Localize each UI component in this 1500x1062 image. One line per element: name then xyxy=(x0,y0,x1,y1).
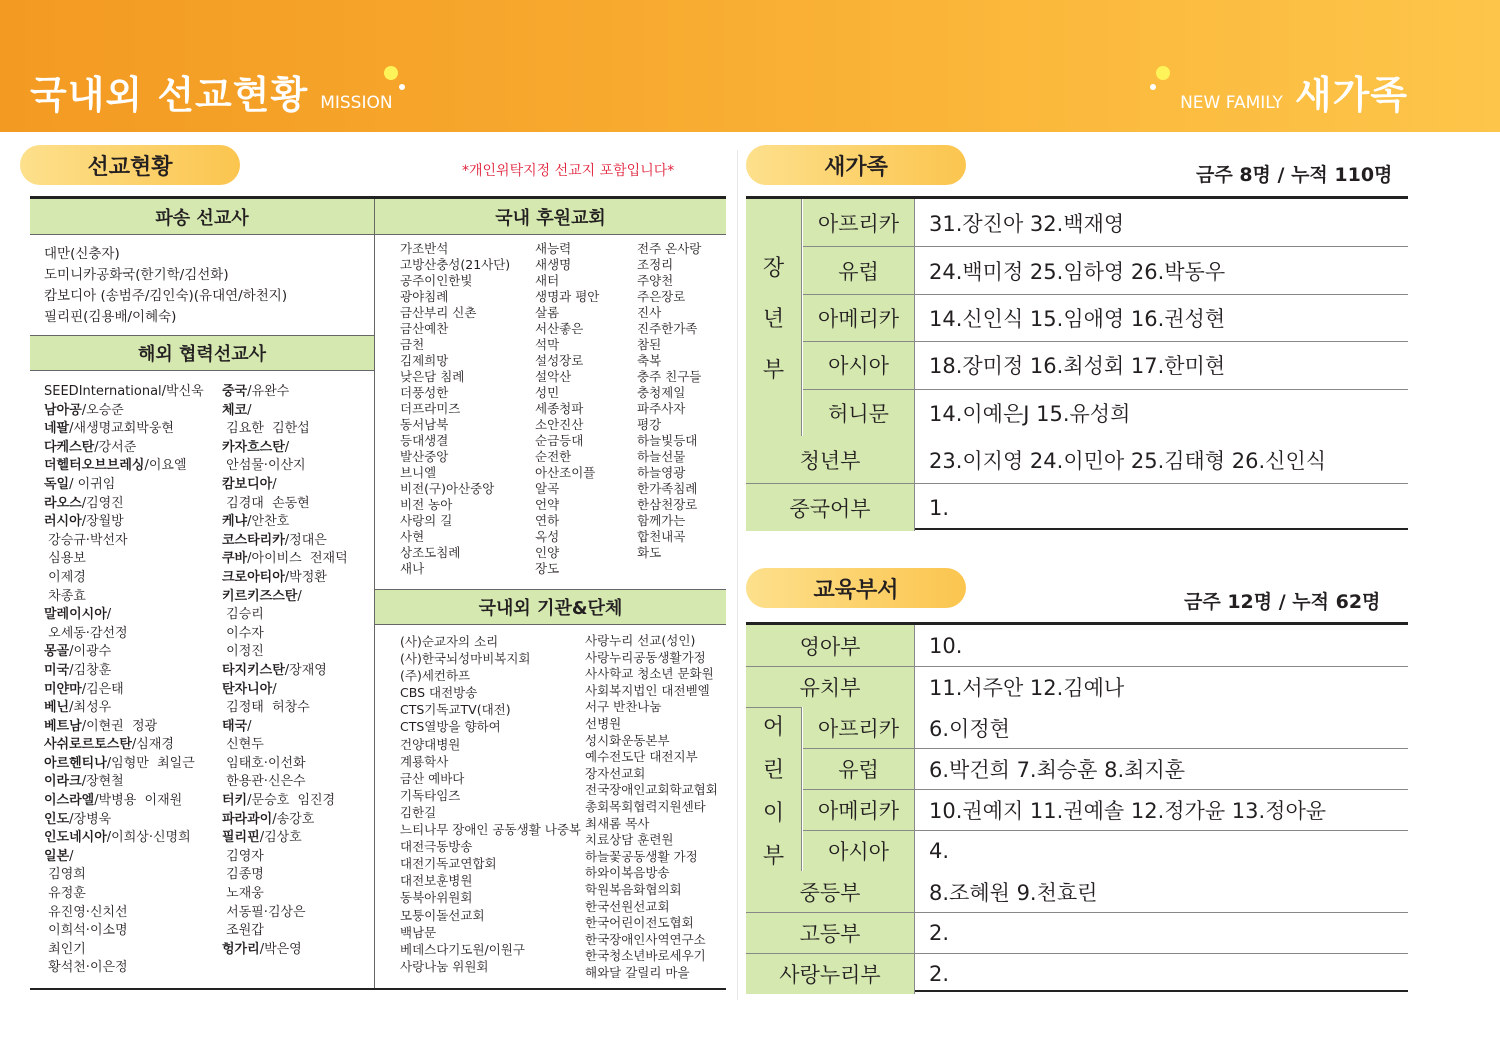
overseas-missionary: 최인기 xyxy=(44,941,86,957)
overseas-item xyxy=(44,606,204,625)
overseas-item xyxy=(44,736,204,755)
row-value: 23.이지영 24.이민아 25.김태형 26.신인식 xyxy=(914,436,1408,483)
row-label: 아메리카 xyxy=(803,790,914,830)
overseas-missionary: 강승규·박선자 xyxy=(44,532,128,548)
overseas-item xyxy=(222,811,348,830)
table-row xyxy=(803,389,1408,436)
row-value: 2. xyxy=(914,913,1408,953)
group-label-adult xyxy=(746,199,802,436)
row-value: 6.이정현 xyxy=(914,707,1408,748)
overseas-list-2 xyxy=(222,383,348,959)
overseas-item xyxy=(44,420,204,439)
overseas-missionary: 유정훈 xyxy=(44,886,86,902)
newfamily-table xyxy=(746,196,1408,530)
newfamily-title xyxy=(1180,64,1408,119)
newfamily-stat: 금주 8명 / 누적 110명 xyxy=(1196,164,1393,186)
overseas-missionary: /장월방 xyxy=(81,514,124,530)
table-row xyxy=(803,830,1408,871)
overseas-country: 남아공 xyxy=(44,402,82,418)
row-value: 2. xyxy=(914,954,1408,994)
overseas-missionary: 김영자 xyxy=(222,848,264,864)
overseas-country: 케냐 xyxy=(222,514,248,530)
decor-dot-icon xyxy=(1156,66,1170,80)
overseas-missionary: /박정환 xyxy=(284,569,327,585)
table-row xyxy=(746,625,1408,666)
overseas-item xyxy=(222,773,348,792)
overseas-item xyxy=(44,532,204,551)
row-label: 아프리카 xyxy=(803,199,914,246)
overseas-country: 아르헨티나 xyxy=(44,755,107,771)
overseas-missionary: /새생명교회박웅현 xyxy=(69,421,174,437)
overseas-country: 코스타리카 xyxy=(222,532,285,548)
education-table xyxy=(746,622,1408,992)
row-value: 4. xyxy=(914,831,1408,871)
overseas-country: 체코 xyxy=(222,402,248,418)
overseas-missionary: 심용보 xyxy=(44,551,86,567)
row-value: 11.서주안 12.김예나 xyxy=(914,667,1408,707)
group-label-char: 어 xyxy=(762,714,785,740)
group-label-char: 년 xyxy=(762,307,785,332)
overseas-item xyxy=(44,383,204,402)
overseas-missionary: 노재웅 xyxy=(222,886,264,902)
overseas-item xyxy=(44,866,204,885)
overseas-missionary: 오세동·감선정 xyxy=(44,625,128,641)
row-label: 유치부 xyxy=(746,667,914,707)
overseas-item xyxy=(222,588,348,607)
overseas-missionary: / xyxy=(284,439,290,455)
overseas-missionary: 한용관·신은수 xyxy=(222,774,306,790)
overseas-missionary: 이수자 xyxy=(222,625,264,641)
row-value: 10. xyxy=(914,625,1408,666)
newfamily-title-ko: 새가족 xyxy=(1294,73,1408,117)
overseas-country: 말레이시아 xyxy=(44,607,107,623)
row-label: 아메리카 xyxy=(803,295,914,341)
education-stat: 금주 12명 / 누적 62명 xyxy=(1184,591,1381,613)
overseas-missionary: / xyxy=(247,718,252,734)
overseas-missionary: 차종효 xyxy=(44,588,86,604)
overseas-missionary: /강서준 xyxy=(94,439,137,455)
overseas-item xyxy=(222,662,348,681)
overseas-missionary: /정대은 xyxy=(284,532,327,548)
row-label: 허니문 xyxy=(803,390,914,436)
overseas-country: 일본 xyxy=(44,848,70,864)
header-banner xyxy=(0,0,1500,132)
overseas-missionary: /박병용 이재원 xyxy=(94,793,183,809)
table-row xyxy=(746,912,1408,953)
domestic-list-1: 가조반석 고방산충성(21사단) 공주이인한빛 광야침례 금산부리 신촌 금산예찬 금천 김제희망 낮은담 침례 더풍성한 더프라미즈 동서남북 등대생결 발산중앙 브니엘 비전(구)아산중앙 비전 농아 사랑의 길 사현 상조도침례 새나 xyxy=(400,241,511,576)
overseas-item xyxy=(222,885,348,904)
overseas-missionary: /김은태 xyxy=(81,681,124,697)
row-value: 6.박건희 7.최승훈 8.최지훈 xyxy=(914,749,1408,789)
overseas-missionary: / xyxy=(69,848,74,864)
table-row xyxy=(746,666,1408,707)
overseas-item xyxy=(44,959,204,978)
table-row xyxy=(803,199,1408,246)
overseas-missionary: 이제경 xyxy=(44,569,86,585)
overseas-country: 쿠바 xyxy=(222,551,248,567)
row-label: 청년부 xyxy=(746,436,914,483)
mission-table xyxy=(30,196,726,990)
overseas-item xyxy=(222,606,348,625)
overseas-item xyxy=(222,495,348,514)
overseas-country: 인도네시아 xyxy=(44,830,107,846)
row-value: 14.신인식 15.임애영 16.권성현 xyxy=(914,295,1408,341)
overseas-missionary: /이현권 정광 xyxy=(81,718,158,734)
overseas-missionary: 유진영·신치선 xyxy=(44,904,128,920)
overseas-country: 라오스 xyxy=(44,495,82,511)
overseas-country: 크로아티아 xyxy=(222,569,285,585)
overseas-missionary: /김영진 xyxy=(81,495,124,511)
overseas-item xyxy=(222,792,348,811)
domestic-list-2: 새능력 새생명 새터 생명과 평안 살롬 서산좋은 석막 설성장로 설악산 성민 세종청파 소안진산 순금등대 순전한 아산조이플 알곡 언약 연하 옥성 인양 장도 xyxy=(535,241,600,576)
overseas-country: 네팔 xyxy=(44,421,70,437)
overseas-item xyxy=(222,922,348,941)
overseas-item xyxy=(44,439,204,458)
overseas-country: 키르키즈스탄 xyxy=(222,588,298,604)
column-divider xyxy=(737,150,738,1000)
overseas-country: 태국 xyxy=(222,718,248,734)
overseas-item xyxy=(44,681,204,700)
newfamily-pill: 새가족 xyxy=(746,145,966,185)
overseas-country: 독일 xyxy=(44,476,70,492)
row-label: 유럽 xyxy=(803,749,914,789)
overseas-country: 다케스탄 xyxy=(44,439,95,455)
overseas-country: 더헬터오브브레싱 xyxy=(44,458,145,474)
table-row xyxy=(746,871,1408,912)
overseas-item xyxy=(44,569,204,588)
overseas-missionary: /안찬호 xyxy=(247,514,290,530)
overseas-missionary: 이희석·이소명 xyxy=(44,923,128,939)
overseas-missionary: /장병욱 xyxy=(69,811,112,827)
overseas-country: 타지키스탄 xyxy=(222,662,285,678)
overseas-header: 해외 협력선교사 xyxy=(30,335,374,371)
overseas-country: 필리핀 xyxy=(222,830,260,846)
decor-dot-icon xyxy=(384,66,398,80)
overseas-item xyxy=(44,699,204,718)
overseas-item xyxy=(222,829,348,848)
row-label: 중등부 xyxy=(746,871,914,912)
table-row xyxy=(746,483,1408,530)
overseas-list-1 xyxy=(44,383,204,978)
overseas-item xyxy=(222,439,348,458)
row-label: 유럽 xyxy=(803,247,914,293)
overseas-item xyxy=(222,532,348,551)
overseas-missionary: /임형만 최일근 xyxy=(106,755,195,771)
overseas-missionary: / xyxy=(106,607,112,623)
overseas-missionary: /이광수 xyxy=(69,644,112,660)
overseas-country: 중국 xyxy=(222,384,248,399)
overseas-missionary: 김요한 김한섭 xyxy=(222,421,310,437)
row-value: 24.백미정 25.임하영 26.박동우 xyxy=(914,247,1408,293)
overseas-missionary: 김종명 xyxy=(222,867,264,883)
overseas-item xyxy=(222,420,348,439)
overseas-missionary: /이요엘 xyxy=(144,458,187,474)
overseas-item xyxy=(222,643,348,662)
overseas-item xyxy=(222,625,348,644)
mission-note: *개인위탁지정 선교지 포함입니다* xyxy=(462,163,675,179)
overseas-missionary: /문승호 임진경 xyxy=(247,793,336,809)
overseas-country: 사쉬로르토스탄 xyxy=(44,737,132,753)
overseas-item xyxy=(44,588,204,607)
row-label: 영아부 xyxy=(746,625,914,666)
overseas-item xyxy=(222,866,348,885)
overseas-item xyxy=(222,457,348,476)
overseas-item xyxy=(222,513,348,532)
overseas-missionary: 김영희 xyxy=(44,867,86,883)
overseas-item xyxy=(44,495,204,514)
overseas-country: 몽골 xyxy=(44,644,70,660)
row-label: 아시아 xyxy=(803,831,914,871)
overseas-item xyxy=(44,402,204,421)
table-row xyxy=(803,789,1408,830)
decor-dot-icon xyxy=(399,84,405,90)
overseas-country: 카자흐스탄 xyxy=(222,439,285,455)
overseas-item xyxy=(222,736,348,755)
overseas-country: 베닌 xyxy=(44,700,70,716)
overseas-item xyxy=(44,513,204,532)
overseas-missionary: /심재경 xyxy=(131,737,174,753)
overseas-missionary: 조원갑 xyxy=(222,923,264,939)
overseas-missionary: / xyxy=(297,588,302,604)
overseas-missionary: / xyxy=(247,402,252,418)
overseas-item xyxy=(222,569,348,588)
overseas-item xyxy=(222,941,348,960)
overseas-item xyxy=(44,829,204,848)
row-label: 사랑누리부 xyxy=(746,954,914,994)
org-list-2: 사랑누리 선교(성인) 사랑누리공동생활가정 사사학교 청소년 문화원 사회복지법인 대전벧엘 서구 반찬나눔 선병원 성시화운동본부 예수전도단 대전지부 장자선교회 전국장애인교회학교협회 총회목회협력지원센타 최새롬 목사 치료상담 훈련원 하늘꽃공동생활 가정 하와이복음방송 학원복음화협의회 한국선원선교회 한국어린이전도협회 한국장애인사역연구소 한국청소년바로세우기 해와달 갈릴리 마을 xyxy=(585,633,718,980)
overseas-country: 인도 xyxy=(44,811,70,827)
row-value: 14.이예은J 15.유성희 xyxy=(914,390,1408,436)
overseas-item xyxy=(44,941,204,960)
overseas-item xyxy=(222,718,348,737)
dispatched-header: 파송 선교사 xyxy=(30,199,374,235)
overseas-missionary: 임태호·이선화 xyxy=(222,755,306,771)
overseas-country: 터키 xyxy=(222,793,248,809)
overseas-item xyxy=(44,755,204,774)
overseas-missionary: /박은영 xyxy=(259,941,302,957)
overseas-item xyxy=(44,643,204,662)
overseas-missionary: /장재영 xyxy=(284,662,327,678)
overseas-country: 러시아 xyxy=(44,514,82,530)
overseas-item xyxy=(44,792,204,811)
mission-title-ko: 국내외 선교현황 xyxy=(30,73,309,117)
overseas-missionary: /최성우 xyxy=(69,700,112,716)
overseas-missionary: 김경대 손동현 xyxy=(222,495,310,511)
overseas-item xyxy=(44,457,204,476)
overseas-item xyxy=(222,904,348,923)
row-label: 아시아 xyxy=(803,342,914,388)
overseas-item xyxy=(222,402,348,421)
overseas-item xyxy=(44,625,204,644)
overseas-missionary: 이정진 xyxy=(222,644,264,660)
overseas-item xyxy=(44,885,204,904)
overseas-country: 헝가리 xyxy=(222,941,260,957)
row-label: 고등부 xyxy=(746,913,914,953)
group-label-children xyxy=(746,707,802,871)
table-row xyxy=(803,748,1408,789)
overseas-missionary: 김승리 xyxy=(222,607,264,623)
overseas-country: 미국 xyxy=(44,662,70,678)
overseas-country: 파라과이 xyxy=(222,811,273,827)
overseas-country: 베트남 xyxy=(44,718,82,734)
dispatched-list: 대만(신충자) 도미니카공화국(한기학/김선화) 캄보디아 (송범주/김인숙)(유대연/하천지) 필리핀(김용배/이혜숙) xyxy=(44,246,288,325)
overseas-item xyxy=(44,476,204,495)
group-label-char: 린 xyxy=(762,757,785,783)
table-row xyxy=(803,341,1408,388)
overseas-country: 미얀마 xyxy=(44,681,82,697)
overseas-missionary: / xyxy=(272,476,277,492)
overseas-missionary: / xyxy=(272,681,277,697)
domestic-header: 국내 후원교회 xyxy=(375,199,726,235)
group-label-char: 장 xyxy=(762,256,785,281)
newfamily-title-en: NEW FAMILY xyxy=(1180,93,1283,113)
overseas-missionary: /아이비스 전재덕 xyxy=(247,551,348,567)
overseas-missionary: 신현두 xyxy=(222,737,264,753)
overseas-item xyxy=(222,699,348,718)
row-value: 31.장진아 32.백재영 xyxy=(914,199,1408,246)
group-label-char: 이 xyxy=(762,800,785,826)
overseas-country: 캄보디아 xyxy=(222,476,273,492)
overseas-item xyxy=(44,904,204,923)
overseas-item xyxy=(222,383,348,402)
mission-title-en: MISSION xyxy=(320,93,393,113)
table-row xyxy=(803,246,1408,293)
overseas-item xyxy=(222,755,348,774)
overseas-missionary: / 이귀임 xyxy=(69,476,116,492)
overseas-missionary: SEEDInternational/박신욱 xyxy=(44,384,204,399)
education-pill: 교육부서 xyxy=(746,568,966,608)
mission-title xyxy=(30,64,393,119)
org-list-1: (사)순교자의 소리 (사)한국뇌성마비복지회 (주)세컨하프 CBS 대전방송 CTS기독교TV(대전) CTS열방을 향하여 건양대병원 계룡학사 금산 예바다 기독타임즈 김한길 느티나무 장애인 공동생활 나중복 대전극동방송 대전기독교연합회 대전보훈병원 동북아위원회 모퉁이돌선교회 백남문 베데스다기도원/이원구 사랑나눔 위원회 xyxy=(400,634,581,974)
overseas-item xyxy=(44,718,204,737)
overseas-missionary: /이희상·신명희 xyxy=(106,830,191,846)
overseas-item xyxy=(44,662,204,681)
overseas-missionary: /유완수 xyxy=(247,384,290,399)
overseas-missionary: 서동필·김상은 xyxy=(222,904,306,920)
decor-dot-icon xyxy=(1150,84,1156,90)
row-value: 1. xyxy=(914,484,1408,530)
table-row xyxy=(746,436,1408,483)
overseas-country: 이스라엘 xyxy=(44,793,95,809)
overseas-item xyxy=(44,848,204,867)
overseas-missionary: 황석천·이은정 xyxy=(44,960,128,976)
overseas-missionary: /오승준 xyxy=(81,402,124,418)
overseas-item xyxy=(44,811,204,830)
overseas-item xyxy=(222,681,348,700)
overseas-item xyxy=(44,773,204,792)
overseas-missionary: 김정태 허창수 xyxy=(222,700,310,716)
group-label-char: 부 xyxy=(762,358,785,383)
overseas-item xyxy=(44,550,204,569)
table-row xyxy=(803,294,1408,341)
domestic-list-3: 전주 온사랑 조정리 주양천 주은장로 진사 진주한가족 참된 축복 충주 친구들 충청제일 파주사자 평강 하늘빛등대 하늘선물 하늘영광 한가족침례 한삼천장로 함께가는 합천내곡 화도 xyxy=(637,241,702,560)
overseas-item xyxy=(222,550,348,569)
row-label: 아프리카 xyxy=(803,707,914,748)
row-value: 8.조혜원 9.천효린 xyxy=(914,871,1408,912)
row-value: 18.장미정 16.최성회 17.한미현 xyxy=(914,342,1408,388)
overseas-country: 이라크 xyxy=(44,774,82,790)
overseas-missionary: /김창훈 xyxy=(69,662,112,678)
overseas-missionary: /김상호 xyxy=(259,830,302,846)
overseas-item xyxy=(222,848,348,867)
table-row xyxy=(803,707,1408,748)
overseas-missionary: 안섬물·이산지 xyxy=(222,458,306,474)
mission-pill: 선교현황 xyxy=(20,145,240,185)
overseas-item xyxy=(222,476,348,495)
org-header: 국내외 기관&단체 xyxy=(375,589,726,625)
table-row xyxy=(746,953,1408,994)
overseas-missionary: /송강호 xyxy=(272,811,315,827)
overseas-missionary: /장현철 xyxy=(81,774,124,790)
overseas-country: 탄자니아 xyxy=(222,681,273,697)
row-label: 중국어부 xyxy=(746,484,914,530)
row-value: 10.권예지 11.권예솔 12.정가윤 13.정아윤 xyxy=(914,790,1408,830)
group-label-char: 부 xyxy=(762,843,785,869)
overseas-item xyxy=(44,922,204,941)
